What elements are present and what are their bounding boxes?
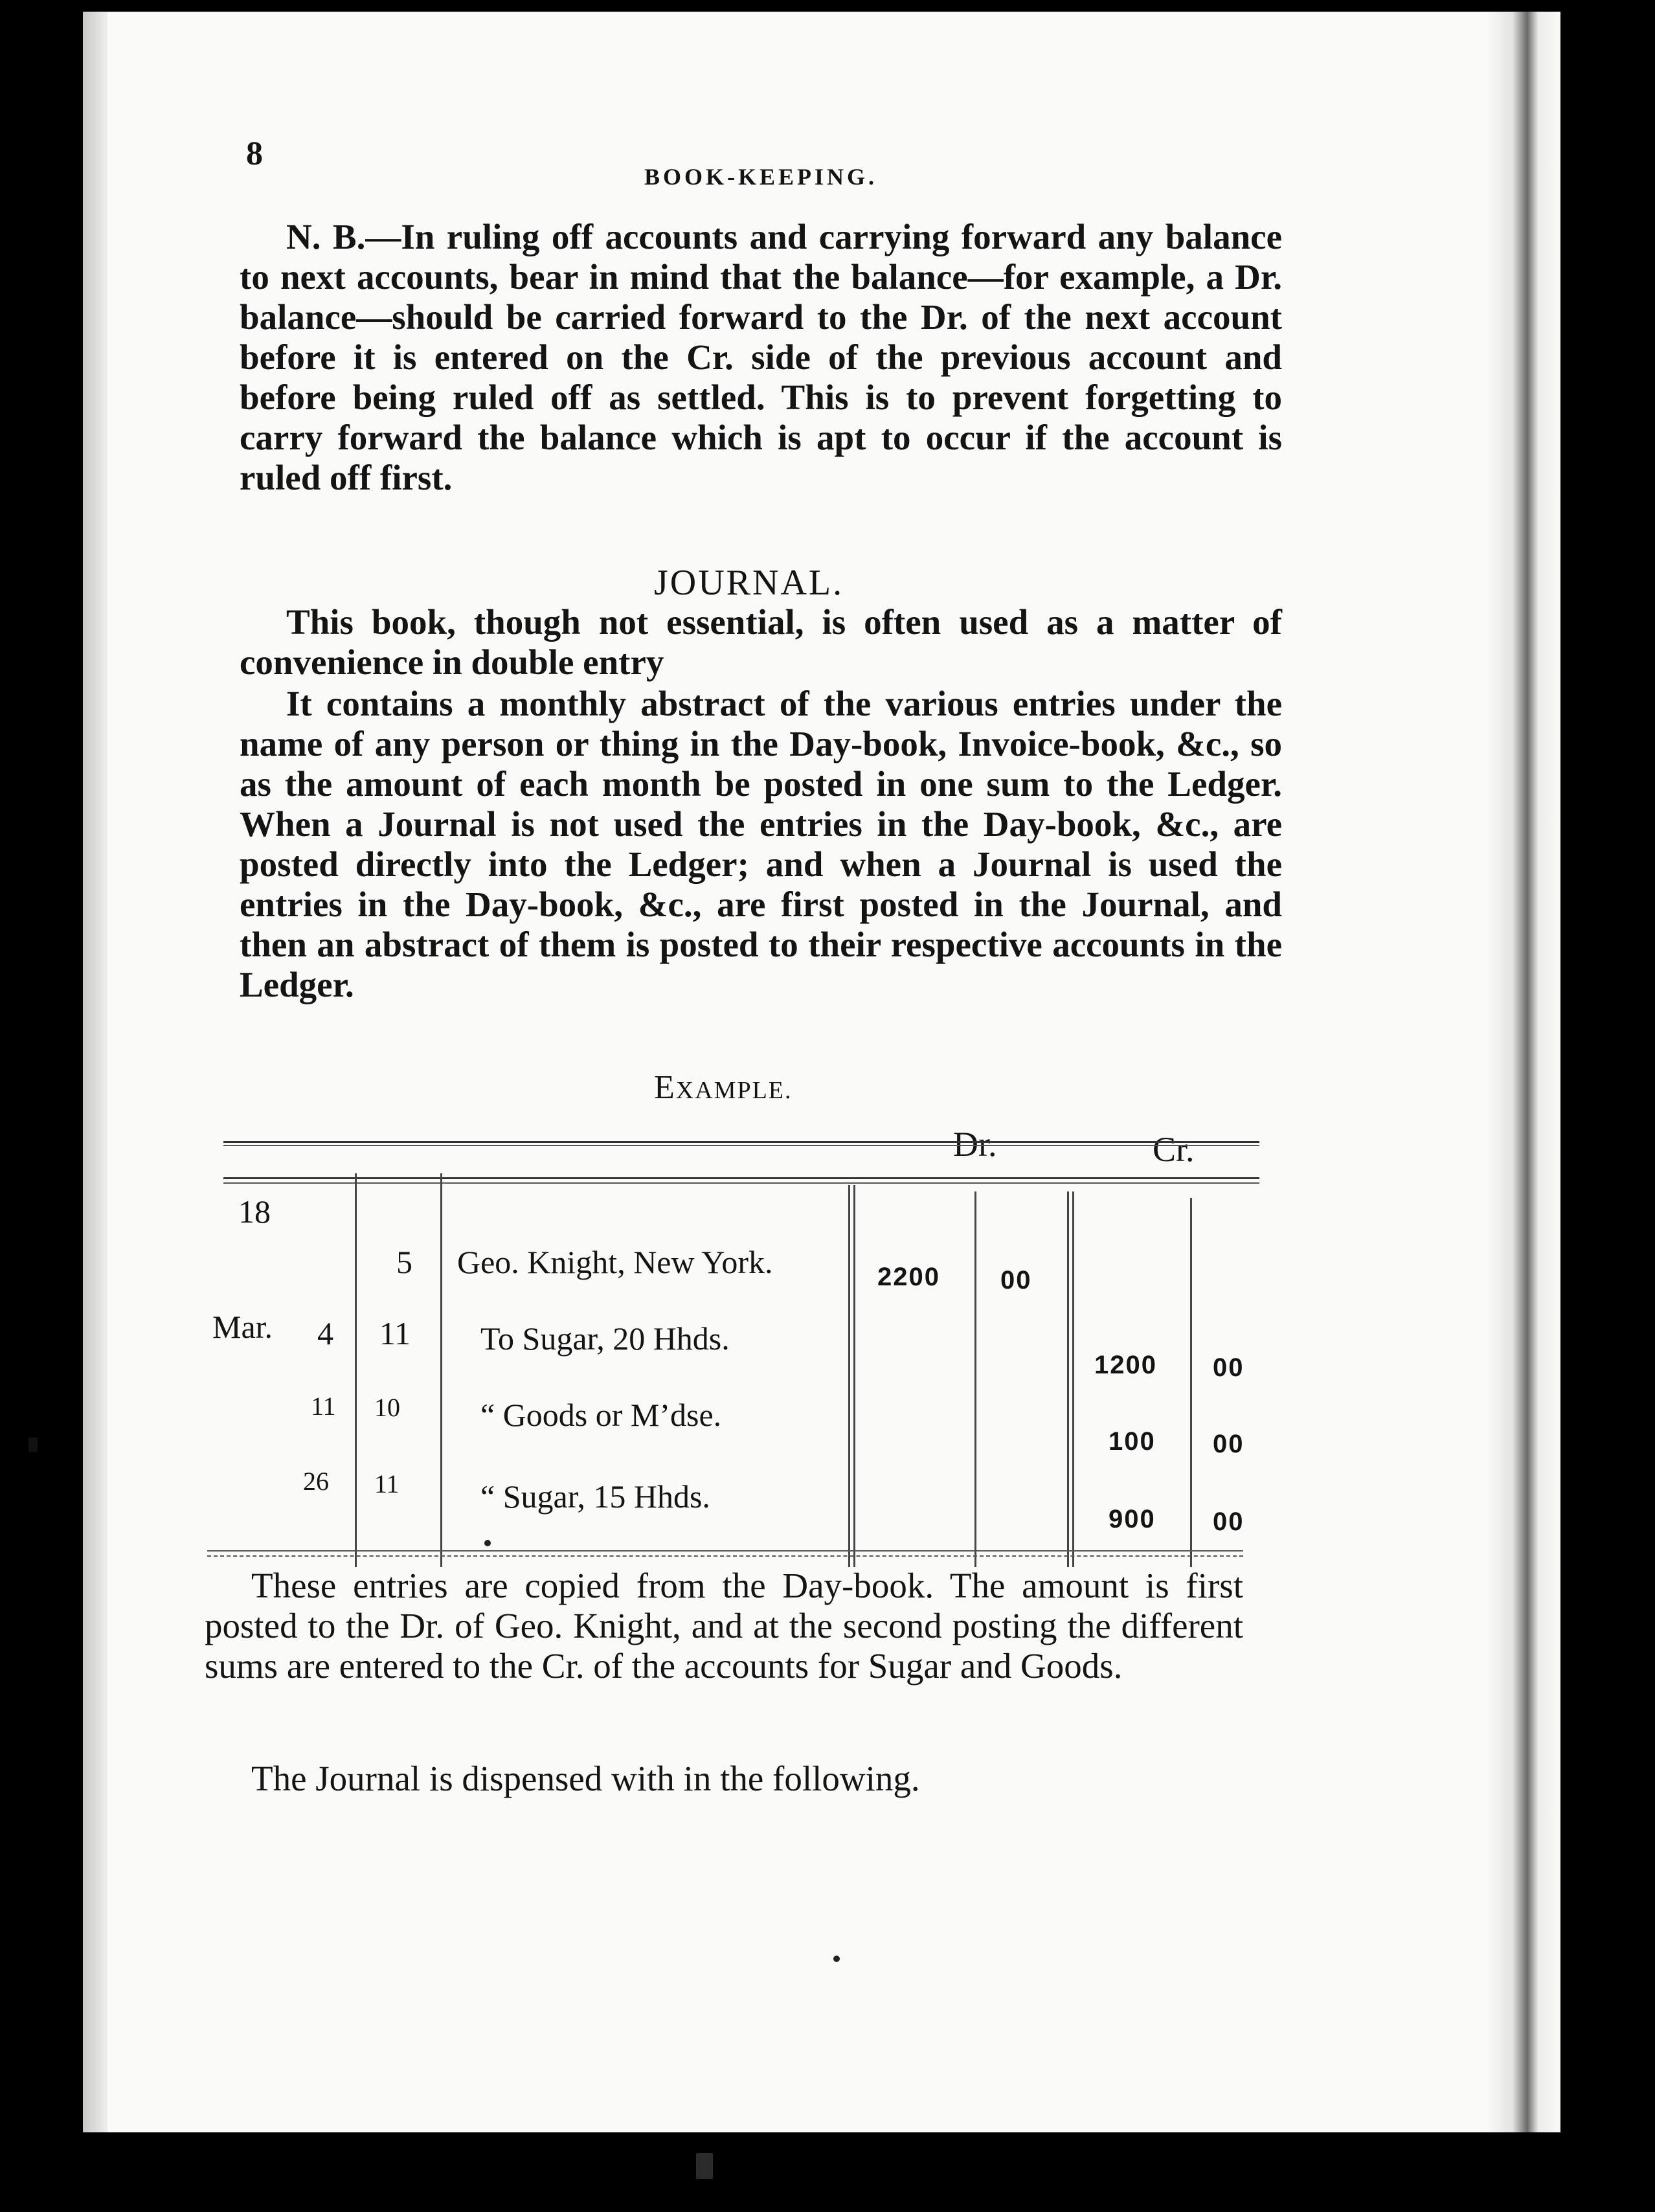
nb-paragraph: N. B.—In ruling off accounts and carrying forward any balance to next accounts, bear in mind that the balance—for example, a Dr. balance—should be carried forward to the Dr. of the next account before it is entered on the Cr. side of the previous account and before being ruled off as settled. This is to prevent forgetting to carry forward the balance which is apt to occur if the account is ruled off first.: [240, 217, 1282, 497]
print-speck: [484, 1540, 491, 1546]
table-bottom-rule: [207, 1550, 1243, 1552]
dr-column-header: Dr.: [953, 1125, 997, 1164]
cr-amount: 100: [1109, 1427, 1156, 1456]
page-left-edge-shadow: [83, 12, 107, 2132]
cr-column-header: Cr.: [1153, 1130, 1195, 1169]
folio: 11: [374, 1469, 400, 1498]
folio: 10: [374, 1393, 400, 1422]
table-bottom-rule: [207, 1555, 1243, 1557]
cr-amount: 900: [1109, 1505, 1156, 1533]
page-number: 8: [246, 135, 263, 172]
example-heading-initial: E: [654, 1069, 676, 1106]
cr-amount: 1200: [1094, 1351, 1157, 1379]
table-top-rule: [223, 1141, 1259, 1143]
edge-mark: [28, 1438, 38, 1452]
entry-description: Geo. Knight, New York.: [457, 1244, 773, 1280]
entry-day: 4: [317, 1315, 333, 1351]
folio: 5: [396, 1244, 412, 1280]
column-divider: [853, 1185, 855, 1567]
example-heading-rest: XAMPLE.: [675, 1077, 793, 1104]
folio: 11: [379, 1315, 411, 1351]
table-header-rule: [223, 1177, 1259, 1179]
running-head: BOOK-KEEPING.: [644, 164, 878, 190]
entry-description: To Sugar, 20 Hhds.: [480, 1320, 730, 1357]
journal-paragraph-2: It contains a monthly abstract of the various entries under the name of any person or thing in the Day-book, Invoice-book, &c., so as the amount of each month be posted in one sum to the Ledger. When a Journal is not used the entries in the Day-book, &c., are posted directly into the Ledger; and when a Journal is used the entries in the Day-book, &c., are first posted in the Journal, and then an abstract of them is posted to their respective accounts in the Ledger.: [240, 684, 1282, 1004]
entry-description: “ Goods or M’dse.: [480, 1397, 722, 1433]
edge-mark: [696, 2153, 713, 2179]
print-speck: [833, 1956, 840, 1962]
column-divider: [1067, 1191, 1069, 1567]
closing-paragraph-1: These entries are copied from the Day-book. The amount is first posted to the Dr. of Geo. Knight, and at the second posting the different sums are entered to the Cr. of the accounts for Sugar and Goods.: [205, 1566, 1243, 1686]
dr-cents: 00: [1000, 1266, 1032, 1294]
column-divider: [848, 1185, 850, 1567]
column-divider: [1190, 1198, 1192, 1567]
journal-paragraph-1: This book, though not essential, is often used as a matter of convenience in double entry: [240, 602, 1282, 682]
table-header-rule: [223, 1182, 1259, 1184]
example-heading: [654, 1068, 793, 1107]
cr-cents: 00: [1213, 1353, 1244, 1382]
journal-heading: JOURNAL.: [654, 563, 844, 603]
column-divider: [355, 1173, 357, 1567]
column-divider: [974, 1191, 976, 1567]
cr-cents: 00: [1213, 1430, 1244, 1458]
cr-cents: 00: [1213, 1507, 1244, 1536]
table-year: 18: [238, 1193, 271, 1230]
entry-day: 26: [303, 1467, 329, 1496]
column-divider: [440, 1173, 442, 1567]
book-spine-gutter: [1487, 12, 1560, 2132]
dr-amount: 2200: [877, 1263, 940, 1291]
closing-paragraph-2: The Journal is dispensed with in the following.: [251, 1759, 920, 1798]
table-top-rule: [223, 1145, 1259, 1146]
entry-month: Mar.: [212, 1309, 273, 1345]
entry-description: “ Sugar, 15 Hhds.: [480, 1478, 710, 1515]
entry-day: 11: [311, 1392, 336, 1421]
column-divider: [1072, 1191, 1074, 1567]
